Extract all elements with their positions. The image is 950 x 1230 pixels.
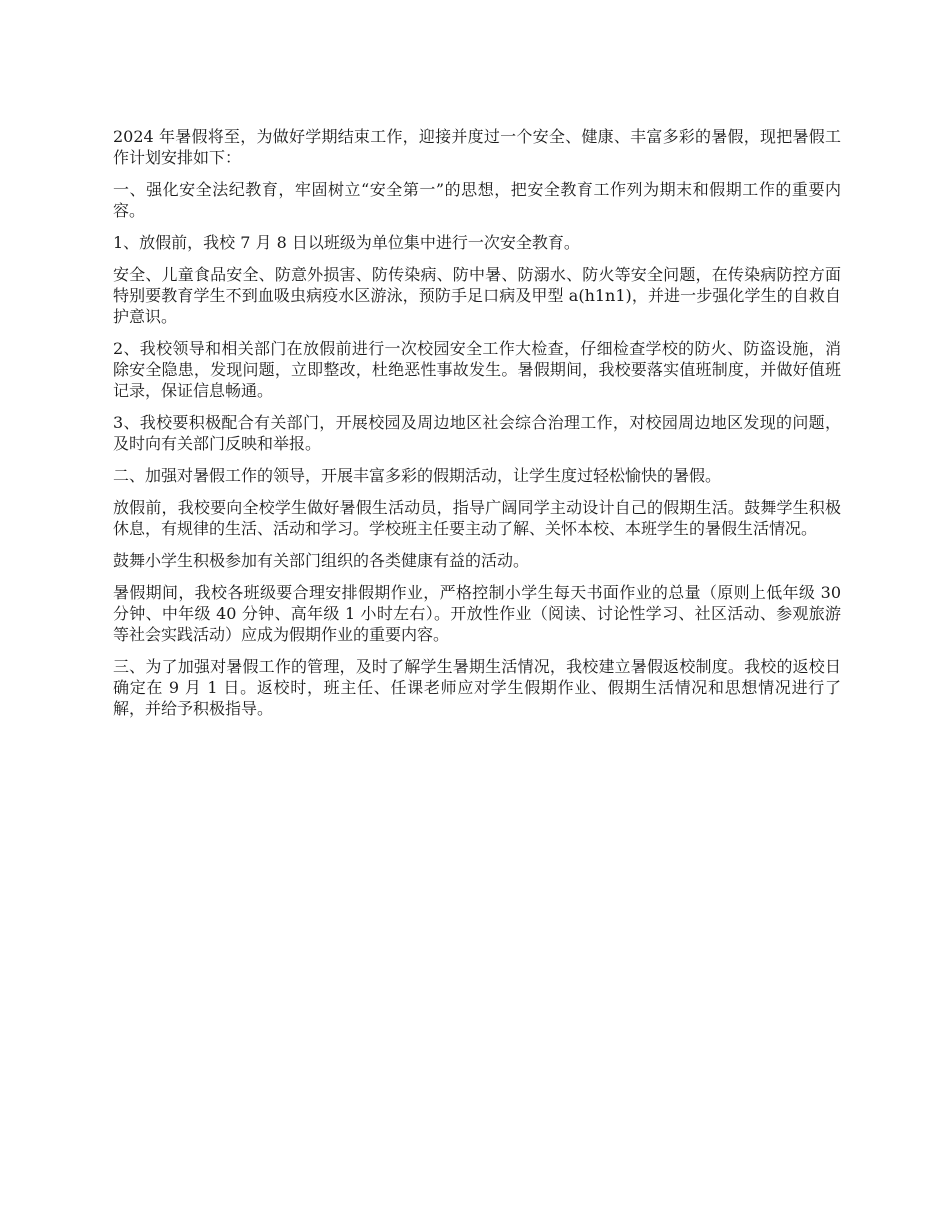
section-one-heading: 一、强化安全法纪教育，牢固树立“安全第一”的思想，把安全教育工作列为期末和假期工作的重要内容。 xyxy=(113,180,841,220)
safety-topics-paragraph: 安全、儿童食品安全、防意外损害、防传染病、防中暑、防溺水、防火等安全问题，在传染病防控方面特别要教育学生不到血吸虫病疫水区游泳，预防手足口病及甲型 a(h1n1)，并进一步强化学生的自救自护意识。 xyxy=(113,265,841,326)
mobilization-paragraph: 放假前，我校要向全校学生做好暑假生活动员，指导广阔同学主动设计自己的假期生活。鼓舞学生积极休息，有规律的生活、活动和学习。学校班主任要主动了解、关怀本校、本班学生的暑假生活情况。 xyxy=(113,498,841,538)
item-three-paragraph: 3、我校要积极配合有关部门，开展校园及周边地区社会综合治理工作，对校园周边地区发现的问题，及时向有关部门反映和举报。 xyxy=(113,413,841,453)
item-two-paragraph: 2、我校领导和相关部门在放假前进行一次校园安全工作大检查，仔细检查学校的防火、防盗设施，消除安全隐患，发现问题，立即整改，杜绝恶性事故发生。暑假期间，我校要落实值班制度，并做好值班记录，保证信息畅通。 xyxy=(113,339,841,400)
homework-paragraph: 暑假期间，我校各班级要合理安排假期作业，严格控制小学生每天书面作业的总量（原则上低年级 30 分钟、中年级 40 分钟、高年级 1 小时左右）。开放性作业（阅读、讨论性学习、社区活动、参观旅游等社会实践活动）应成为假期作业的重要内容。 xyxy=(113,583,841,644)
intro-paragraph: 2024 年暑假将至，为做好学期结束工作，迎接并度过一个安全、健康、丰富多彩的暑假，现把暑假工作计划安排如下： xyxy=(113,127,841,167)
section-two-heading: 二、加强对暑假工作的领导，开展丰富多彩的假期活动，让学生度过轻松愉快的暑假。 xyxy=(113,466,722,485)
activities-paragraph: 鼓舞小学生积极参加有关部门组织的各类健康有益的活动。 xyxy=(113,551,530,570)
item-one-paragraph: 1、放假前，我校 7 月 8 日以班级为单位集中进行一次安全教育。 xyxy=(113,233,580,252)
section-three-paragraph: 三、为了加强对暑假工作的管理，及时了解学生暑期生活情况，我校建立暑假返校制度。我校的返校日确定在 9 月 1 日。返校时，班主任、任课老师应对学生假期作业、假期生活情况和思想情况进行了解，并给予积极指导。 xyxy=(113,657,841,718)
document-body xyxy=(113,126,841,730)
